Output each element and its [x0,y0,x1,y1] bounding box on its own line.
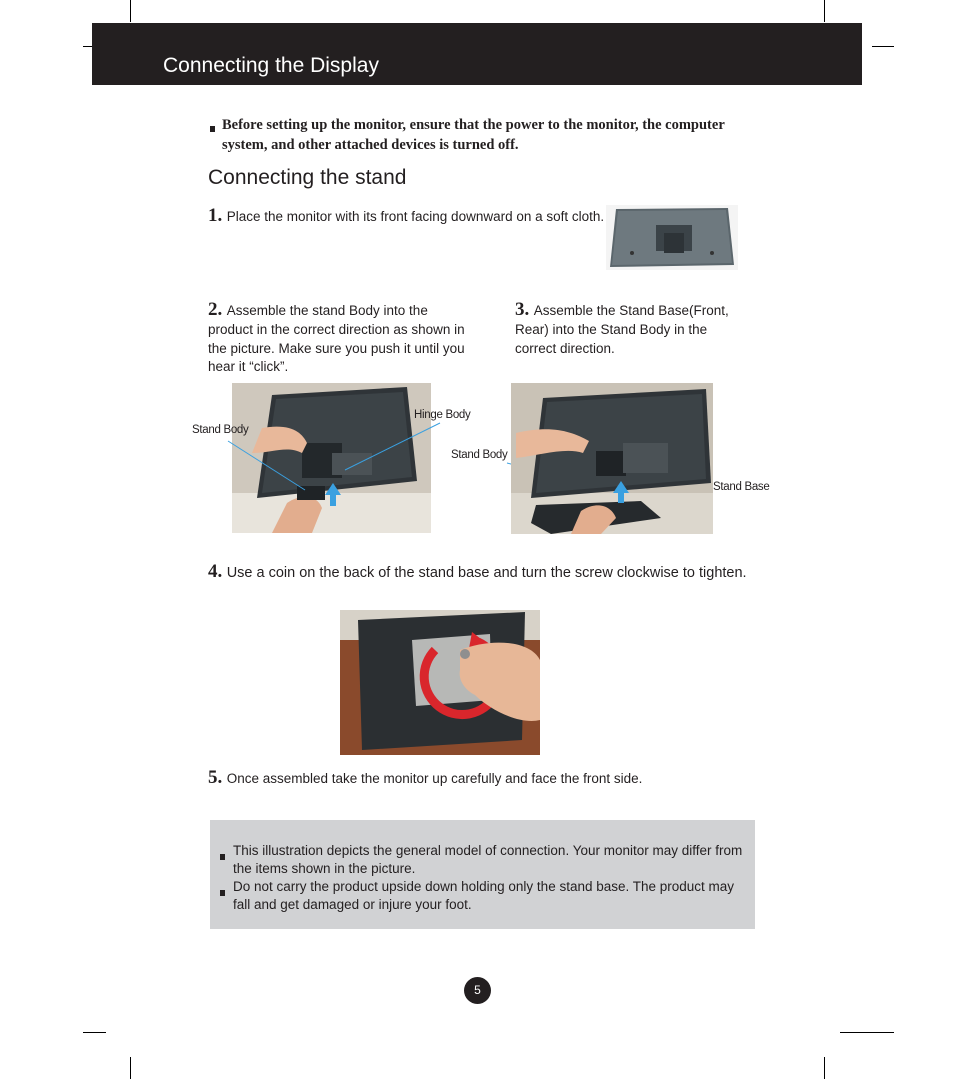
section-title: Connecting the stand [208,166,407,189]
crop-mark [83,46,92,47]
stand-body-assembly-photo [232,383,431,533]
crop-mark [130,0,131,22]
step-text: Assemble the stand Body into the product in the correct direction as shown in the picture. Make sure you push it until you hear it “click”. [208,303,465,374]
callout-stand-body: Stand Body [451,449,508,461]
callout-hinge-body: Hinge Body [414,409,471,421]
crop-mark [130,1057,131,1079]
page-title: Connecting the Display [163,54,379,77]
step-text: Place the monitor with its front facing downward on a soft cloth. [226,209,605,224]
step-5 [208,767,753,789]
callout-stand-body: Stand Body [192,424,249,436]
step-4 [208,561,753,583]
crop-mark [824,0,825,22]
crop-mark [872,46,894,47]
step-text: Once assembled take the monitor up carefully and face the front side. [226,771,643,786]
step-number: 5. [208,767,223,788]
step-number: 1. [208,205,223,226]
callout-stand-base: Stand Base [713,481,770,493]
header-bar [92,23,862,85]
step-3 [515,299,750,358]
page-number: 5 [464,977,491,1004]
step-1 [208,205,608,227]
step-number: 4. [208,561,223,582]
crop-mark [83,1032,106,1033]
step-number: 3. [515,299,530,320]
stand-base-assembly-photo [511,383,713,534]
coin-screw-photo [340,610,540,755]
step-text: Assemble the Stand Base(Front, Rear) into the Stand Body in the correct direction. [515,303,729,356]
crop-mark [840,1032,894,1033]
note-bullet [220,854,225,860]
crop-mark [824,1057,825,1079]
step-2 [208,299,466,377]
note-item: Do not carry the product upside down holding only the stand base. The product may fall and get damaged or injure your foot. [233,879,735,912]
note-item: This illustration depicts the general model of connection. Your monitor may differ from the items shown in the picture. [233,843,743,876]
warning-bullet [210,126,215,132]
note-box [210,820,755,929]
warning-text: Before setting up the monitor, ensure that the power to the monitor, the computer system, and other attached devices is turned off. [222,117,725,153]
step-number: 2. [208,299,223,320]
monitor-face-down-photo [606,205,738,270]
step-text: Use a coin on the back of the stand base and turn the screw clockwise to tighten. [226,565,747,581]
note-bullet [220,890,225,896]
